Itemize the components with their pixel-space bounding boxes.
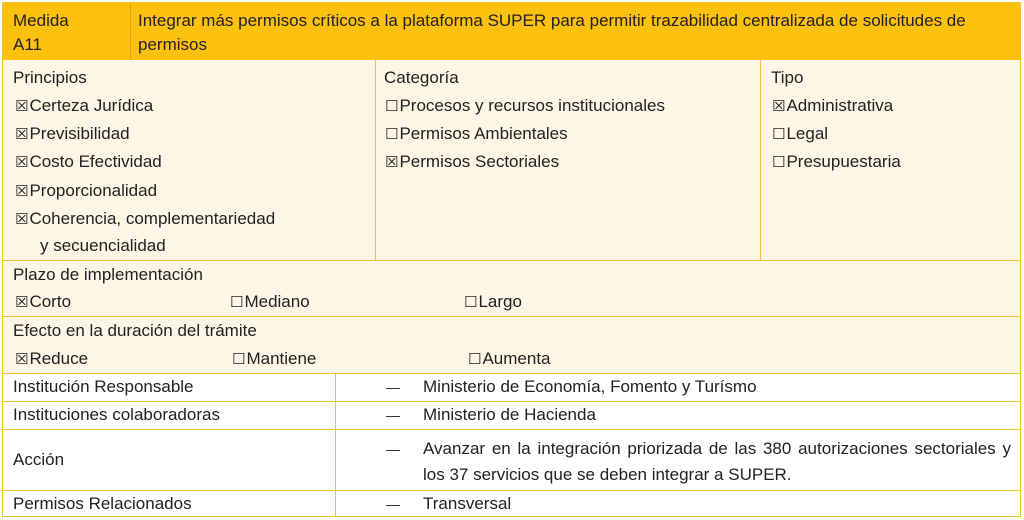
checkbox-unchecked-icon[interactable]: ☐ bbox=[772, 153, 786, 171]
checkbox-checked-icon[interactable]: ☒ bbox=[15, 153, 29, 171]
plazo-label: Mediano bbox=[244, 292, 310, 311]
checkbox-checked-icon[interactable]: ☒ bbox=[15, 210, 29, 228]
measure-id bbox=[13, 9, 69, 57]
efecto-title: Efecto en la duración del trámite bbox=[13, 321, 257, 340]
tipo-administrativa bbox=[772, 92, 893, 120]
row-value-colaboradoras: Ministerio de Hacienda bbox=[423, 405, 596, 424]
row-label-accion: Acción bbox=[13, 450, 65, 469]
dash-icon bbox=[386, 505, 400, 506]
row-label-permisos: Permisos Relacionados bbox=[13, 494, 192, 513]
checkbox-unchecked-icon[interactable]: ☐ bbox=[232, 350, 246, 368]
tipo-legal bbox=[772, 120, 828, 148]
row-label-responsable: Institución Responsable bbox=[13, 377, 194, 396]
plazo-title: Plazo de implementación bbox=[13, 265, 203, 284]
categoria-sectoriales bbox=[385, 148, 559, 176]
row-value-accion: Avanzar en la integración priorizada de las 380 autorizaciones sectoriales y los 37 servicios que se deben integrar a SUPER. bbox=[423, 439, 1011, 484]
plazo-largo bbox=[464, 288, 522, 316]
measure-card bbox=[2, 2, 1021, 517]
tipo-label: Legal bbox=[786, 124, 829, 143]
checkbox-unchecked-icon[interactable]: ☐ bbox=[772, 125, 786, 143]
checkbox-unchecked-icon[interactable]: ☐ bbox=[385, 125, 399, 143]
principio-label: Proporcionalidad bbox=[29, 181, 158, 200]
plazo-corto bbox=[15, 288, 71, 316]
row-label-colaboradoras: Instituciones colaboradoras bbox=[13, 405, 220, 424]
divider-principios-categoria bbox=[375, 60, 376, 260]
dash-icon bbox=[386, 388, 400, 389]
principio-label: Previsibilidad bbox=[29, 124, 130, 143]
header-divider bbox=[130, 3, 131, 60]
plazo-mediano bbox=[230, 288, 310, 316]
row-value-responsable: Ministerio de Economía, Fomento y Turísmo bbox=[423, 377, 757, 396]
categoria-label: Permisos Ambientales bbox=[399, 124, 568, 143]
dash-icon bbox=[386, 416, 400, 417]
principio-label: Certeza Jurídica bbox=[29, 96, 154, 115]
categoria-label: Permisos Sectoriales bbox=[399, 152, 560, 171]
tipo-title: Tipo bbox=[771, 68, 804, 87]
categoria-label: Procesos y recursos institucionales bbox=[399, 96, 665, 115]
efecto-aumenta bbox=[468, 345, 551, 373]
efecto-reduce bbox=[15, 345, 88, 373]
efecto-mantiene bbox=[232, 345, 316, 373]
dash-icon bbox=[386, 450, 400, 451]
tipo-label: Administrativa bbox=[786, 96, 894, 115]
checkbox-checked-icon[interactable]: ☒ bbox=[15, 125, 29, 143]
table-column-divider bbox=[335, 373, 336, 516]
checkbox-checked-icon[interactable]: ☒ bbox=[15, 97, 29, 115]
divider-categoria-tipo bbox=[760, 60, 761, 260]
checkbox-unchecked-icon[interactable]: ☐ bbox=[385, 97, 399, 115]
measure-title: Integrar más permisos críticos a la plataforma SUPER para permitir trazabilidad centralizada de solicitudes de permisos bbox=[138, 11, 966, 54]
checkbox-checked-icon[interactable]: ☒ bbox=[15, 293, 29, 311]
principio-coherencia bbox=[15, 205, 275, 233]
principios-title: Principios bbox=[13, 68, 87, 87]
checkbox-unchecked-icon[interactable]: ☐ bbox=[464, 293, 478, 311]
principio-label: Costo Efectividad bbox=[29, 152, 162, 171]
checkbox-checked-icon[interactable]: ☒ bbox=[15, 182, 29, 200]
plazo-label: Corto bbox=[29, 292, 72, 311]
categoria-ambientales bbox=[385, 120, 568, 148]
tipo-label: Presupuestaria bbox=[786, 152, 901, 171]
efecto-label: Mantiene bbox=[246, 349, 317, 368]
plazo-label: Largo bbox=[478, 292, 522, 311]
principio-certeza bbox=[15, 92, 153, 120]
checkbox-checked-icon[interactable]: ☒ bbox=[772, 97, 786, 115]
categoria-title: Categoría bbox=[384, 68, 459, 87]
divider-row-2 bbox=[3, 429, 1020, 430]
categoria-procesos bbox=[385, 92, 665, 120]
tipo-presupuestaria bbox=[772, 148, 901, 176]
checkbox-checked-icon[interactable]: ☒ bbox=[385, 153, 399, 171]
checkbox-unchecked-icon[interactable]: ☐ bbox=[468, 350, 482, 368]
principio-label: Coherencia, complementariedad bbox=[29, 209, 276, 228]
principio-proporcionalidad bbox=[15, 177, 157, 205]
measure-code: A11 bbox=[13, 35, 42, 54]
efecto-label: Reduce bbox=[29, 349, 89, 368]
principio-costo bbox=[15, 148, 162, 176]
efecto-label: Aumenta bbox=[482, 349, 551, 368]
checkbox-unchecked-icon[interactable]: ☐ bbox=[230, 293, 244, 311]
row-value-permisos: Transversal bbox=[423, 494, 512, 513]
checkbox-checked-icon[interactable]: ☒ bbox=[15, 350, 29, 368]
measure-header bbox=[3, 3, 1020, 60]
principio-previsibilidad bbox=[15, 120, 130, 148]
measure-label: Medida bbox=[13, 11, 69, 30]
principio-coherencia-continuation: y secuencialidad bbox=[40, 236, 166, 255]
